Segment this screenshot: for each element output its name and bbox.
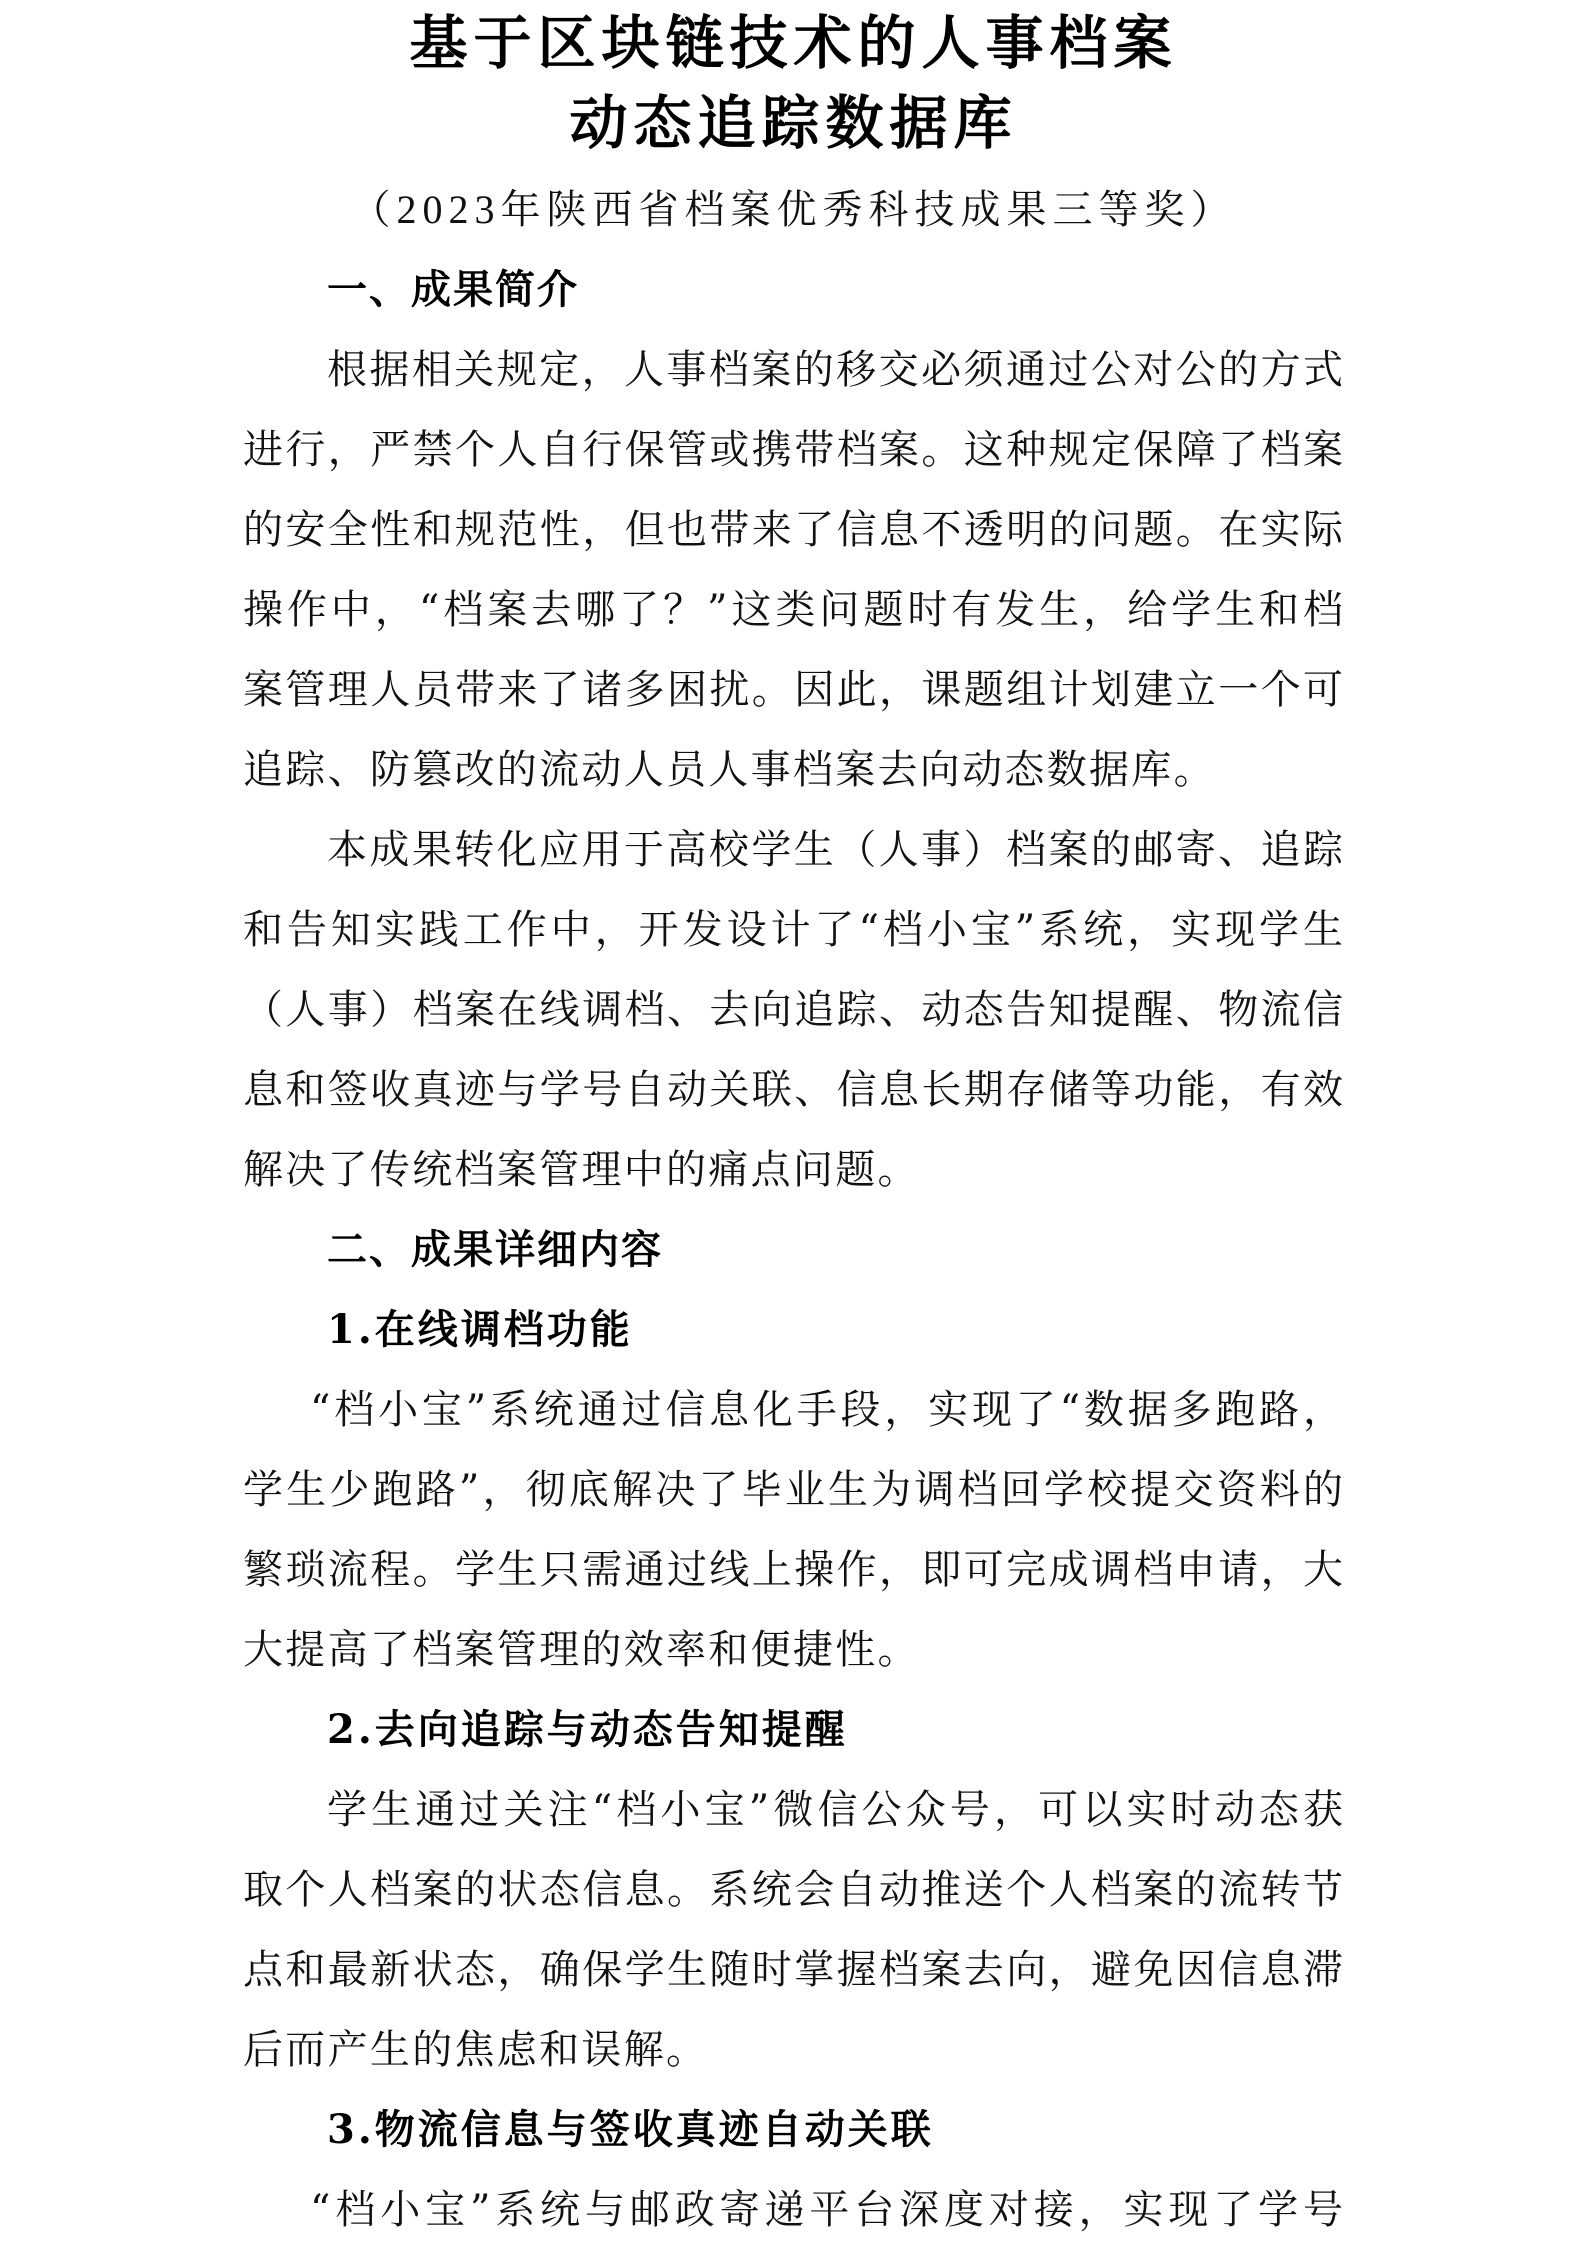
subsection-heading-online-transfer: 1.在线调档功能 [327,1306,633,1353]
subsection-heading-tracking: 2.去向追踪与动态告知提醒 [327,1706,848,1753]
paragraph-line: 息和签收真迹与学号自动关联、信息长期存储等功能，有效 [243,1067,1343,1113]
paragraph-line: 解决了传统档案管理中的痛点问题。 [243,1147,920,1193]
award-subtitle: （2023年陕西省档案优秀科技成果三等奖） [350,187,1237,232]
paragraph-line: 后而产生的焦虑和误解。 [243,2027,709,2073]
section-heading-intro: 一、成果简介 [327,267,579,313]
paragraph-line: 本成果转化应用于高校学生（人事）档案的邮寄、追踪 [327,827,1343,873]
paragraph-line: （人事）档案在线调档、去向追踪、动态告知提醒、物流信 [243,987,1343,1033]
paragraph-line: “档小宝”系统与邮政寄递平台深度对接，实现了学号 [310,2187,1343,2233]
paragraph-line: 追踪、防篡改的流动人员人事档案去向动态数据库。 [243,747,1216,793]
document-title-line-2: 动态追踪数据库 [569,89,1018,157]
paragraph-line: 取个人档案的状态信息。系统会自动推送个人档案的流转节 [243,1867,1343,1913]
paragraph-line: “档小宝”系统通过信息化手段，实现了“数据多跑路， [310,1387,1343,1433]
paragraph-line: 繁琐流程。学生只需通过线上操作，即可完成调档申请，大 [243,1547,1343,1593]
paragraph-line: 的安全性和规范性，但也带来了信息不透明的问题。在实际 [243,507,1343,553]
paragraph-line: 和告知实践工作中，开发设计了“档小宝”系统，实现学生 [243,907,1343,953]
paragraph-line: 进行，严禁个人自行保管或携带档案。这种规定保障了档案 [243,427,1343,473]
section-heading-details: 二、成果详细内容 [327,1227,663,1273]
document-title-line-1: 基于区块链技术的人事档案 [409,9,1178,77]
paragraph-line: 学生通过关注“档小宝”微信公众号，可以实时动态获 [327,1787,1343,1833]
subsection-heading-logistics: 3.物流信息与签收真迹自动关联 [327,2106,934,2153]
paragraph-line: 大提高了档案管理的效率和便捷性。 [243,1627,920,1673]
paragraph-line: 点和最新状态，确保学生随时掌握档案去向，避免因信息滞 [243,1947,1343,1993]
paragraph-line: 根据相关规定，人事档案的移交必须通过公对公的方式 [327,347,1343,393]
paragraph-line: 案管理人员带来了诸多困扰。因此，课题组计划建立一个可 [243,667,1343,713]
paragraph-line: 学生少跑路”，彻底解决了毕业生为调档回学校提交资料的 [243,1467,1343,1513]
paragraph-line: 操作中，“档案去哪了？”这类问题时有发生，给学生和档 [243,587,1343,633]
